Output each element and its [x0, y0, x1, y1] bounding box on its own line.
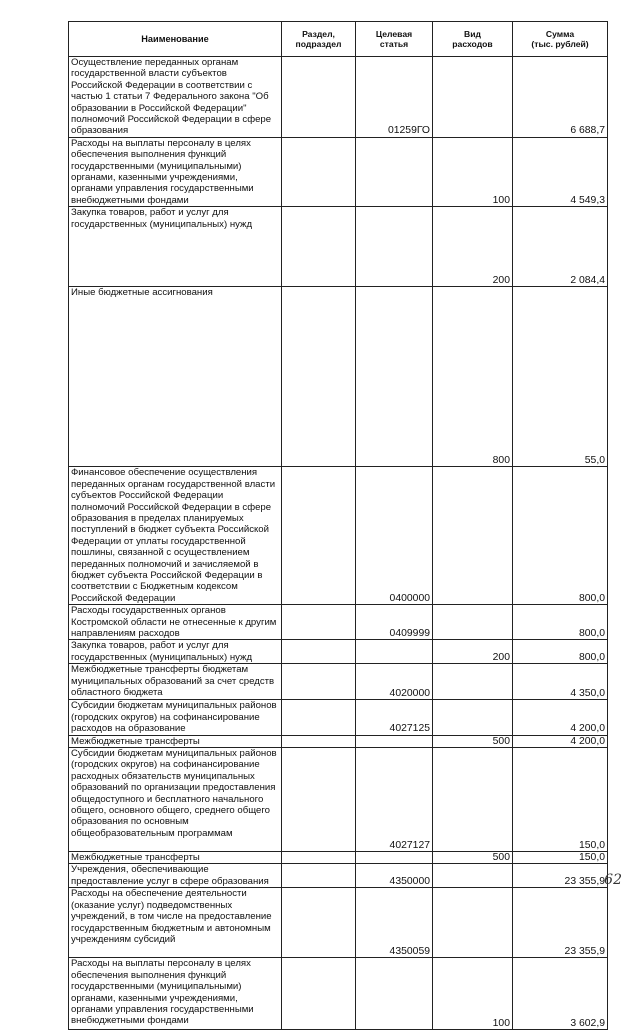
- row-type-cell: 100: [433, 958, 513, 1030]
- row-target-cell: 4027127: [356, 748, 433, 852]
- row-target-cell: [356, 852, 433, 864]
- row-type-cell: [433, 700, 513, 735]
- row-sum-cell: 23 355,9: [513, 864, 608, 888]
- table-body: [69, 57, 608, 1030]
- row-name-cell: Учреждения, обеспечивающие предоставление услуг в сфере образования: [69, 864, 282, 888]
- row-name-cell: Закупка товаров, работ и услуг для государственных (муниципальных) нужд: [69, 640, 282, 664]
- row-section-cell: [282, 467, 356, 605]
- row-type-cell: 200: [433, 207, 513, 287]
- row-name-cell: Расходы государственных органов Костромской области не отнесенные к другим направлениям расходов: [69, 605, 282, 640]
- table-row: [69, 207, 608, 287]
- row-name-cell: Расходы на выплаты персоналу в целях обеспечения выполнения функций государственными (муниципальными) органами, казенными учреждениями, органами управления государственными внебюджетными фондами: [69, 958, 282, 1030]
- row-sum-cell: 4 350,0: [513, 664, 608, 700]
- row-target-cell: [356, 958, 433, 1030]
- table-row: [69, 888, 608, 958]
- row-sum-cell: 23 355,9: [513, 888, 608, 958]
- row-name-cell: Расходы на выплаты персоналу в целях обеспечения выполнения функций государственными (муниципальными) органами, казенными учреждениями, органами управления государственными внебюджетными фондами: [69, 137, 282, 206]
- row-name-cell: Иные бюджетные ассигнования: [69, 287, 282, 467]
- table-row: [69, 57, 608, 138]
- row-section-cell: [282, 852, 356, 864]
- budget-table: [68, 21, 608, 1030]
- row-type-cell: [433, 605, 513, 640]
- row-name-cell: Финансовое обеспечение осуществления переданных органам государственной власти субъектов Российской Федерации полномочий Российской Федерации в сфере образования в пределах планируемых поступлений в бюджет субъекта Российской Федерации от уплаты государственной пошлины, связанной с осуществлением переданных полномочий и зачисляемой в бюджет субъекта Российской Федерации в соответствии с Бюджетным кодексом Российской Федерации: [69, 467, 282, 605]
- row-section-cell: [282, 137, 356, 206]
- row-sum-cell: 4 200,0: [513, 700, 608, 735]
- row-type-cell: 500: [433, 852, 513, 864]
- row-section-cell: [282, 287, 356, 467]
- row-name-cell: Межбюджетные трансферты: [69, 735, 282, 747]
- row-sum-cell: 800,0: [513, 467, 608, 605]
- row-target-cell: 4027125: [356, 700, 433, 735]
- row-type-cell: 500: [433, 735, 513, 747]
- row-target-cell: [356, 137, 433, 206]
- table-row: [69, 700, 608, 735]
- row-target-cell: 01259ГО: [356, 57, 433, 138]
- row-section-cell: [282, 640, 356, 664]
- row-type-cell: 100: [433, 137, 513, 206]
- row-type-cell: [433, 467, 513, 605]
- row-section-cell: [282, 605, 356, 640]
- row-type-cell: [433, 748, 513, 852]
- table-row: [69, 664, 608, 700]
- row-name-cell: Межбюджетные трансферты бюджетам муниципальных образований за счет средств областного бюджета: [69, 664, 282, 700]
- header-type: Вид расходов: [433, 22, 513, 57]
- row-section-cell: [282, 748, 356, 852]
- table-row: [69, 735, 608, 747]
- row-sum-cell: 3 602,9: [513, 958, 608, 1030]
- row-sum-cell: 6 688,7: [513, 57, 608, 138]
- header-name: Наименование: [69, 22, 282, 57]
- row-sum-cell: 4 549,3: [513, 137, 608, 206]
- header-row: [69, 22, 608, 57]
- row-section-cell: [282, 888, 356, 958]
- row-section-cell: [282, 700, 356, 735]
- row-name-cell: Субсидии бюджетам муниципальных районов (городских округов) на софинансирование расходных обязательств муниципальных образований по организации предоставления общедоступного и бесплатного начального общего, основного общего, среднего общего образования по основным общеобразовательным программам: [69, 748, 282, 852]
- row-name-cell: Субсидии бюджетам муниципальных районов (городских округов) на софинансирование расходов на образование: [69, 700, 282, 735]
- header-sum: Сумма (тыс. рублей): [513, 22, 608, 57]
- row-type-cell: [433, 888, 513, 958]
- table-row: [69, 864, 608, 888]
- row-name-cell: Закупка товаров, работ и услуг для государственных (муниципальных) нужд: [69, 207, 282, 287]
- table-row: [69, 137, 608, 206]
- row-target-cell: 0400000: [356, 467, 433, 605]
- row-sum-cell: 55,0: [513, 287, 608, 467]
- row-target-cell: 4020000: [356, 664, 433, 700]
- row-section-cell: [282, 664, 356, 700]
- table-row: [69, 748, 608, 852]
- row-type-cell: [433, 57, 513, 138]
- row-name-cell: Межбюджетные трансферты: [69, 852, 282, 864]
- table-row: [69, 640, 608, 664]
- row-type-cell: [433, 664, 513, 700]
- header-target: Целевая статья: [356, 22, 433, 57]
- row-sum-cell: 4 200,0: [513, 735, 608, 747]
- page-number: 62: [604, 872, 622, 888]
- row-sum-cell: 2 084,4: [513, 207, 608, 287]
- row-target-cell: 0409999: [356, 605, 433, 640]
- row-section-cell: [282, 735, 356, 747]
- row-target-cell: [356, 735, 433, 747]
- table-row: [69, 287, 608, 467]
- row-section-cell: [282, 864, 356, 888]
- row-sum-cell: 150,0: [513, 748, 608, 852]
- table-row: [69, 605, 608, 640]
- row-target-cell: 4350059: [356, 888, 433, 958]
- table-row: [69, 852, 608, 864]
- row-sum-cell: 150,0: [513, 852, 608, 864]
- row-target-cell: [356, 287, 433, 467]
- row-name-cell: Расходы на обеспечение деятельности (оказание услуг) подведомственных учреждений, в том числе на предоставление государственным бюджетным и автономным учреждениям субсидий: [69, 888, 282, 958]
- row-type-cell: 200: [433, 640, 513, 664]
- row-name-cell: Осуществление переданных органам государственной власти субъектов Российской Федерации в соответствии с частью 1 статьи 7 Федерального закона "Об образовании в Российской Федерации" полномочий Российской Федерации в сфере образования: [69, 57, 282, 138]
- table-row: [69, 958, 608, 1030]
- row-type-cell: [433, 864, 513, 888]
- row-section-cell: [282, 207, 356, 287]
- row-type-cell: 800: [433, 287, 513, 467]
- row-section-cell: [282, 958, 356, 1030]
- header-section: Раздел, подраздел: [282, 22, 356, 57]
- row-target-cell: [356, 207, 433, 287]
- row-target-cell: 4350000: [356, 864, 433, 888]
- row-sum-cell: 800,0: [513, 640, 608, 664]
- row-target-cell: [356, 640, 433, 664]
- row-section-cell: [282, 57, 356, 138]
- table-row: [69, 467, 608, 605]
- row-sum-cell: 800,0: [513, 605, 608, 640]
